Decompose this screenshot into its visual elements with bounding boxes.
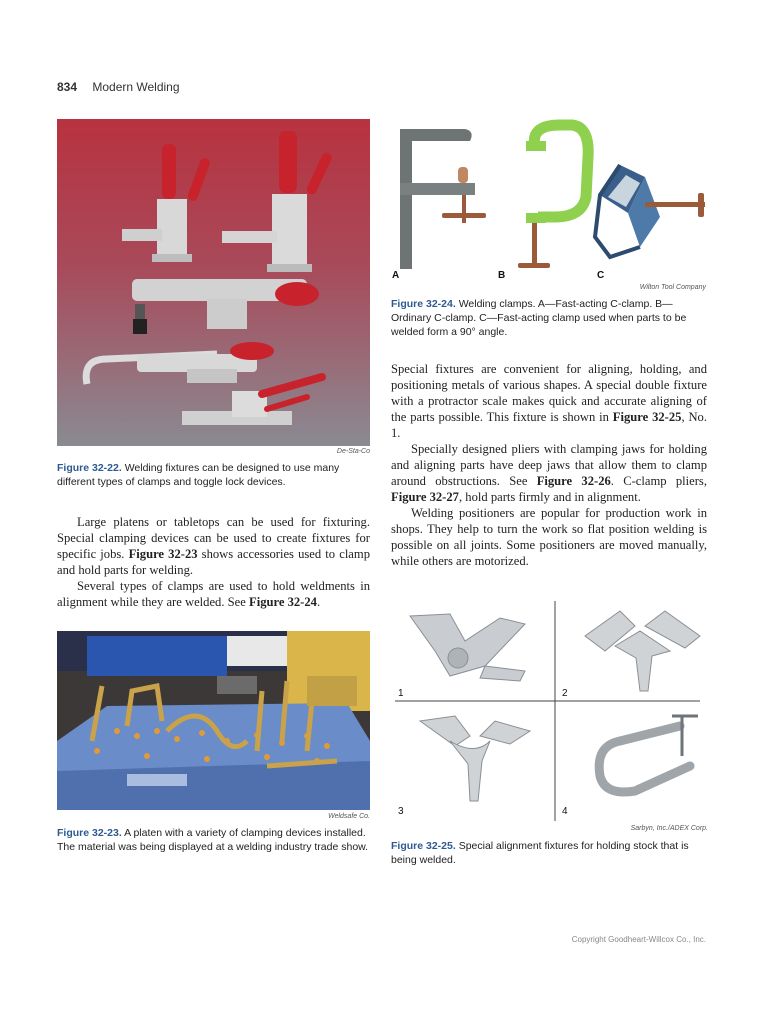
figure-32-24-illustration	[390, 117, 710, 277]
figure-32-25-credit: Sarbyn, Inc./ADEX Corp.	[630, 825, 708, 832]
figure-32-22-caption-text: Welding fixtures can be designed to use many different types of clamps and toggle lock devices.	[57, 462, 340, 488]
page-header	[57, 80, 180, 94]
figure-32-24-caption-text: Welding clamps. A—Fast-acting C-clamp. B—Ordinary C-clamp. C—Fast-acting clamp used when parts to be welded form a 90° angle.	[391, 298, 687, 338]
text-run: Several types of clamps are used to hold weldments in alignment while they are welded. See	[57, 579, 370, 609]
figure-reference: Figure 32-23	[128, 547, 198, 561]
text-run: , No. 1.	[391, 410, 707, 440]
figure-32-25-label: Figure 32-25.	[391, 840, 456, 852]
text-run: Special fixtures are convenient for aligning, holding, and positioning metals of various shapes. A special double fixture with a protractor scale makes quick and accurate aligning of the parts possible. This fixture is shown in	[391, 362, 707, 424]
figure-32-23-label: Figure 32-23.	[57, 827, 122, 839]
figure-32-23-credit: Weldsafe Co.	[328, 813, 370, 820]
text-run: .	[316, 595, 321, 609]
left-paragraph-1	[57, 514, 370, 578]
right-paragraph-1	[391, 361, 707, 441]
figure-32-24-label-b: B	[498, 270, 506, 281]
figure-32-25-label-2: 2	[562, 688, 568, 699]
left-column-text	[57, 514, 370, 610]
figure-32-23-caption-text: A platen with a variety of clamping devices installed. The material was being displayed at a welding industry trade show.	[57, 827, 369, 853]
figure-32-25-illustration	[390, 596, 708, 826]
right-paragraph-3: Welding positioners are popular for production work in shops. They help to turn the work so flat position welding is possible on all joints. Some positioners are moved manually, while others are motorized.	[391, 506, 707, 568]
figure-32-25-caption	[391, 839, 709, 867]
page-number: 834	[57, 80, 78, 94]
figure-reference: Figure 32-26	[536, 474, 611, 488]
book-title: Modern Welding	[92, 80, 180, 94]
figure-reference: Figure 32-25	[612, 410, 682, 424]
text-run: Specially designed pliers with clamping jaws for holding and aligning parts have deep jaws that allow them to clamp around obstructions. See	[391, 442, 707, 488]
figure-32-22-photo	[57, 119, 370, 446]
figure-32-24-label-c: C	[597, 270, 605, 281]
left-paragraph-2	[57, 578, 370, 610]
figure-32-24-credit: Wilton Tool Company	[639, 284, 706, 291]
figure-reference: Figure 32-27	[391, 490, 459, 504]
figure-32-22-label: Figure 32-22.	[57, 462, 122, 474]
figure-32-25-caption-text: Special alignment fixtures for holding stock that is being welded.	[391, 840, 689, 866]
figure-32-25-label-3: 3	[398, 806, 404, 817]
text-run: . C-clamp pliers,	[610, 474, 707, 488]
figure-32-23-photo	[57, 631, 370, 810]
text-run: Large platens or tabletops can be used for fixturing. Special clamping devices can be used to create fixtures for specific jobs.	[57, 515, 370, 561]
figure-32-23-caption	[57, 826, 370, 854]
right-column-text	[391, 361, 707, 569]
figure-32-25-label-4: 4	[562, 806, 568, 817]
figure-32-24-caption	[391, 297, 709, 339]
figure-32-22-credit: De-Sta-Co	[336, 448, 370, 455]
figure-32-25-label-1: 1	[398, 688, 404, 699]
text-run: , hold parts firmly and in alignment.	[458, 490, 641, 504]
copyright-footer: Copyright Goodheart-Willcox Co., Inc.	[571, 935, 706, 944]
figure-reference: Figure 32-24	[249, 595, 317, 609]
right-paragraph-2	[391, 441, 707, 505]
figure-32-22-caption	[57, 461, 370, 489]
text-run: shows accessories used to clamp and hold parts for welding.	[57, 547, 370, 577]
figure-32-24-label-a: A	[392, 270, 400, 281]
figure-32-24-label: Figure 32-24.	[391, 298, 456, 310]
